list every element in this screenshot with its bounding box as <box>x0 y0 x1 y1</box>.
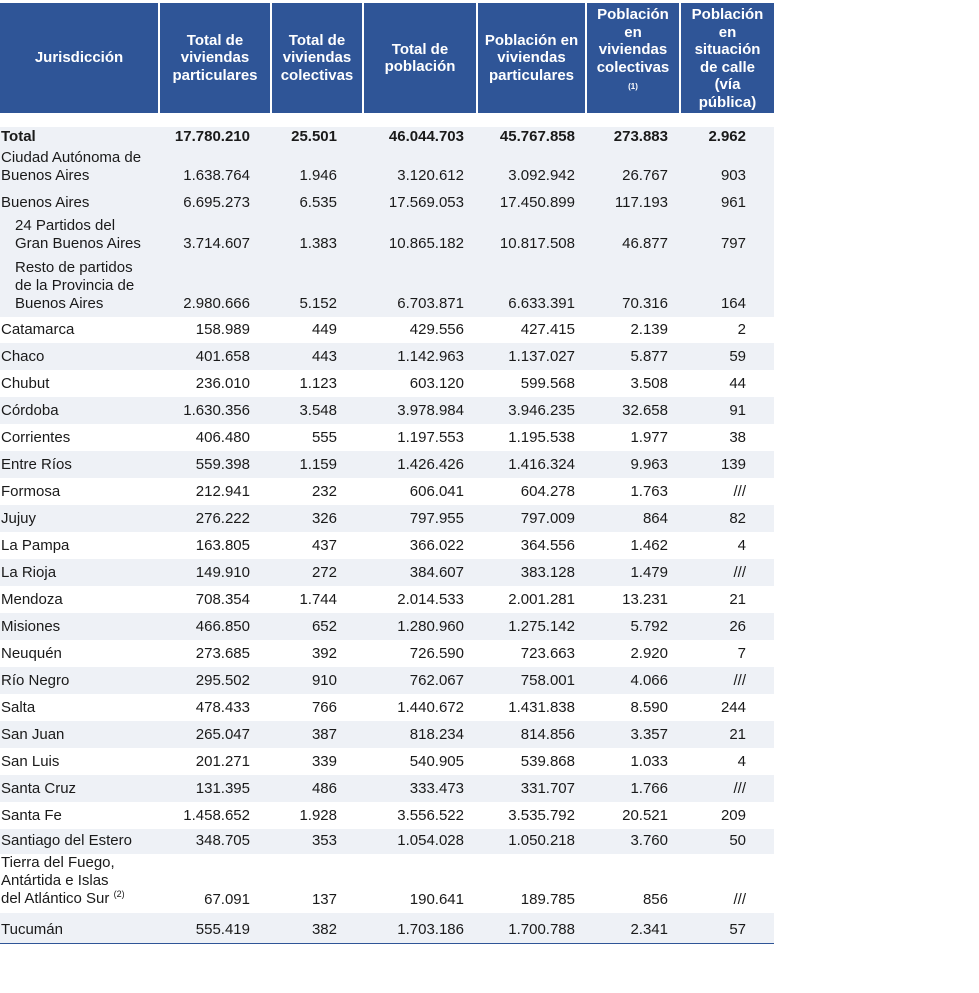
column-header-label: Población en viviendas particulares <box>484 31 579 84</box>
cell-total-viviendas-particulares: 212.941 <box>195 483 250 500</box>
cell-total-viviendas-colectivas: 339 <box>311 753 337 770</box>
footnote-marker: (2) <box>113 889 125 899</box>
jurisdiction-name: Córdoba <box>1 402 59 419</box>
cell-total-viviendas-colectivas: 1.159 <box>299 456 337 473</box>
jurisdiction-cell <box>1 483 60 501</box>
table-row <box>0 559 774 586</box>
cell-poblacion-situacion-calle: /// <box>733 672 746 689</box>
table-row <box>0 451 774 478</box>
cell-poblacion-viviendas-colectivas: 2.920 <box>630 645 668 662</box>
cell-total-viviendas-colectivas: 1.744 <box>299 591 337 608</box>
cell-total-viviendas-colectivas: 25.501 <box>291 128 337 145</box>
table-row <box>0 775 774 802</box>
cell-poblacion-viviendas-particulares: 383.128 <box>520 564 575 581</box>
jurisdiction-name: Buenos Aires <box>1 194 90 211</box>
cell-poblacion-situacion-calle: 244 <box>720 699 746 716</box>
cell-poblacion-viviendas-colectivas: 5.877 <box>630 348 668 365</box>
cell-poblacion-viviendas-particulares: 797.009 <box>520 510 575 527</box>
cell-total-viviendas-particulares: 401.658 <box>195 348 250 365</box>
cell-poblacion-viviendas-particulares: 539.868 <box>520 753 575 770</box>
cell-total-poblacion: 1.197.553 <box>397 429 464 446</box>
header-separator <box>476 3 478 113</box>
header-separator <box>158 3 160 113</box>
jurisdiction-name: Santa Cruz <box>1 780 77 797</box>
cell-poblacion-situacion-calle: 26 <box>729 618 746 635</box>
cell-total-viviendas-particulares: 276.222 <box>195 510 250 527</box>
jurisdiction-name: La Pampa <box>1 537 70 554</box>
cell-total-poblacion: 1.054.028 <box>397 832 464 849</box>
cell-poblacion-viviendas-colectivas: 864 <box>642 510 668 527</box>
jurisdiction-cell <box>1 537 69 555</box>
table-row <box>0 613 774 640</box>
cell-poblacion-viviendas-colectivas: 26.767 <box>622 167 668 184</box>
cell-total-viviendas-colectivas: 1.123 <box>299 375 337 392</box>
cell-total-viviendas-particulares: 201.271 <box>195 753 250 770</box>
column-header-4 <box>478 3 585 113</box>
jurisdiction-cell <box>1 780 76 798</box>
cell-total-viviendas-particulares: 6.695.273 <box>183 194 250 211</box>
jurisdiction-cell <box>1 564 56 582</box>
cell-poblacion-situacion-calle: 209 <box>720 807 746 824</box>
cell-poblacion-viviendas-particulares: 1.700.788 <box>508 921 575 938</box>
cell-total-poblacion: 366.022 <box>409 537 464 554</box>
cell-total-viviendas-colectivas: 910 <box>311 672 337 689</box>
cell-total-viviendas-particulares: 2.980.666 <box>183 295 250 312</box>
cell-total-viviendas-colectivas: 353 <box>311 832 337 849</box>
jurisdiction-cell <box>1 618 60 636</box>
jurisdiction-cell <box>1 194 89 212</box>
cell-poblacion-viviendas-colectivas: 8.590 <box>630 699 668 716</box>
cell-poblacion-viviendas-colectivas: 856 <box>642 891 668 908</box>
cell-poblacion-situacion-calle: 4 <box>737 537 746 554</box>
cell-poblacion-situacion-calle: 57 <box>729 921 746 938</box>
jurisdiction-cell <box>1 321 74 339</box>
jurisdiction-cell <box>1 699 35 717</box>
cell-total-viviendas-particulares: 1.458.652 <box>183 807 250 824</box>
table-row <box>0 150 774 189</box>
jurisdiction-cell <box>1 921 63 939</box>
cell-total-poblacion: 3.978.984 <box>397 402 464 419</box>
jurisdiction-name: Santa Fe <box>1 807 62 824</box>
jurisdiction-name: Misiones <box>1 618 61 635</box>
cell-total-viviendas-colectivas: 555 <box>311 429 337 446</box>
cell-total-viviendas-particulares: 478.433 <box>195 699 250 716</box>
cell-total-viviendas-colectivas: 232 <box>311 483 337 500</box>
cell-poblacion-viviendas-colectivas: 2.139 <box>630 321 668 338</box>
cell-poblacion-situacion-calle: 961 <box>720 194 746 211</box>
cell-poblacion-viviendas-particulares: 10.817.508 <box>499 235 575 252</box>
jurisdiction-cell <box>1 149 141 185</box>
jurisdiction-cell <box>1 807 62 825</box>
column-header-2 <box>272 3 362 113</box>
cell-poblacion-viviendas-colectivas: 3.760 <box>630 832 668 849</box>
cell-poblacion-viviendas-colectivas: 20.521 <box>622 807 668 824</box>
cell-poblacion-situacion-calle: 903 <box>720 167 746 184</box>
table-bottom-border <box>0 943 774 944</box>
cell-total-poblacion: 606.041 <box>409 483 464 500</box>
cell-poblacion-situacion-calle: 44 <box>729 375 746 392</box>
jurisdiction-cell <box>15 259 134 313</box>
header-separator <box>585 3 587 113</box>
jurisdiction-cell <box>1 456 72 474</box>
cell-total-viviendas-colectivas: 137 <box>311 891 337 908</box>
jurisdiction-cell <box>1 429 70 447</box>
cell-poblacion-situacion-calle: 7 <box>737 645 746 662</box>
column-header-label: Jurisdicción <box>34 49 124 67</box>
column-header-label: Total de viviendas particulares <box>172 31 258 84</box>
cell-poblacion-situacion-calle: /// <box>733 891 746 908</box>
jurisdiction-cell <box>1 753 59 771</box>
cell-poblacion-viviendas-particulares: 331.707 <box>520 780 575 797</box>
cell-total-viviendas-particulares: 149.910 <box>195 564 250 581</box>
cell-total-viviendas-colectivas: 437 <box>311 537 337 554</box>
cell-poblacion-viviendas-colectivas: 5.792 <box>630 618 668 635</box>
cell-total-viviendas-particulares: 1.638.764 <box>183 167 250 184</box>
cell-total-viviendas-particulares: 348.705 <box>195 832 250 849</box>
cell-total-poblacion: 797.955 <box>409 510 464 527</box>
cell-poblacion-situacion-calle: /// <box>733 780 746 797</box>
jurisdiction-cell <box>1 726 64 744</box>
table-row <box>0 257 774 317</box>
jurisdiction-cell <box>15 217 141 253</box>
cell-total-poblacion: 1.426.426 <box>397 456 464 473</box>
cell-total-viviendas-particulares: 466.850 <box>195 618 250 635</box>
jurisdiction-name: San Luis <box>1 753 60 770</box>
header-separator <box>270 3 272 113</box>
jurisdiction-name: Tierra del Fuego, Antártida e Islas del Atlántico Sur <box>1 854 115 907</box>
cell-poblacion-situacion-calle: 2 <box>737 321 746 338</box>
cell-poblacion-viviendas-colectivas: 117.193 <box>614 194 668 211</box>
jurisdiction-name: Resto de partidos de la Provincia de Buenos Aires <box>15 259 135 312</box>
cell-poblacion-viviendas-colectivas: 4.066 <box>630 672 668 689</box>
cell-total-poblacion: 540.905 <box>409 753 464 770</box>
cell-total-poblacion: 3.120.612 <box>397 167 464 184</box>
cell-total-poblacion: 762.067 <box>409 672 464 689</box>
jurisdiction-cell <box>1 854 125 909</box>
jurisdiction-name: Formosa <box>1 483 61 500</box>
cell-total-viviendas-colectivas: 387 <box>311 726 337 743</box>
cell-total-poblacion: 818.234 <box>409 726 464 743</box>
cell-total-viviendas-particulares: 236.010 <box>195 375 250 392</box>
jurisdiction-name: Tucumán <box>1 921 63 938</box>
column-header-1 <box>160 3 270 113</box>
table-row <box>0 343 774 370</box>
cell-total-viviendas-colectivas: 272 <box>311 564 337 581</box>
cell-total-viviendas-particulares: 67.091 <box>204 891 250 908</box>
table-row <box>0 640 774 667</box>
cell-poblacion-viviendas-colectivas: 1.763 <box>630 483 668 500</box>
jurisdiction-cell <box>1 375 49 393</box>
header-separator <box>679 3 681 113</box>
cell-poblacion-viviendas-particulares: 758.001 <box>520 672 575 689</box>
table-row <box>0 532 774 559</box>
jurisdiction-name: Jujuy <box>1 510 37 527</box>
cell-poblacion-viviendas-colectivas: 46.877 <box>622 235 668 252</box>
column-header-0 <box>0 3 158 113</box>
cell-total-viviendas-colectivas: 5.152 <box>299 295 337 312</box>
jurisdiction-name: La Rioja <box>1 564 57 581</box>
cell-total-viviendas-colectivas: 486 <box>311 780 337 797</box>
jurisdiction-name: Río Negro <box>1 672 70 689</box>
cell-total-poblacion: 333.473 <box>409 780 464 797</box>
cell-poblacion-viviendas-colectivas: 1.479 <box>630 564 668 581</box>
jurisdiction-cell <box>1 348 44 366</box>
cell-total-viviendas-particulares: 559.398 <box>195 456 250 473</box>
cell-total-poblacion: 17.569.053 <box>388 194 464 211</box>
table-row <box>0 397 774 424</box>
jurisdiction-name: Neuquén <box>1 645 62 662</box>
column-header-label: Población en viviendas colectivas <box>596 6 670 76</box>
table-row <box>0 478 774 505</box>
column-header-6 <box>681 3 774 113</box>
table-row <box>0 913 774 943</box>
cell-poblacion-situacion-calle: 82 <box>729 510 746 527</box>
jurisdiction-cell <box>1 672 69 690</box>
cell-poblacion-viviendas-particulares: 814.856 <box>520 726 575 743</box>
cell-poblacion-viviendas-particulares: 1.195.538 <box>508 429 575 446</box>
cell-poblacion-situacion-calle: 91 <box>729 402 746 419</box>
cell-poblacion-viviendas-particulares: 604.278 <box>520 483 575 500</box>
table-row <box>0 189 774 216</box>
cell-total-viviendas-particulares: 406.480 <box>195 429 250 446</box>
header-separator <box>362 3 364 113</box>
cell-total-viviendas-colectivas: 1.946 <box>299 167 337 184</box>
cell-poblacion-situacion-calle: 164 <box>720 295 746 312</box>
cell-poblacion-viviendas-colectivas: 32.658 <box>622 402 668 419</box>
table-row <box>0 721 774 748</box>
cell-poblacion-viviendas-particulares: 17.450.899 <box>499 194 575 211</box>
cell-total-viviendas-particulares: 295.502 <box>195 672 250 689</box>
cell-poblacion-viviendas-particulares: 3.092.942 <box>508 167 575 184</box>
jurisdiction-name: Corrientes <box>1 429 71 446</box>
cell-total-poblacion: 6.703.871 <box>397 295 464 312</box>
jurisdiction-name: San Juan <box>1 726 65 743</box>
jurisdiction-cell <box>1 128 36 146</box>
cell-total-viviendas-colectivas: 449 <box>311 321 337 338</box>
table-row <box>0 667 774 694</box>
cell-total-poblacion: 1.440.672 <box>397 699 464 716</box>
cell-poblacion-situacion-calle: 139 <box>720 456 746 473</box>
jurisdiction-cell <box>1 591 63 609</box>
cell-poblacion-viviendas-particulares: 364.556 <box>520 537 575 554</box>
cell-poblacion-viviendas-colectivas: 1.462 <box>630 537 668 554</box>
jurisdiction-name: Salta <box>1 699 36 716</box>
header-footnote-marker: (1) <box>628 82 638 91</box>
cell-total-viviendas-particulares: 708.354 <box>195 591 250 608</box>
jurisdiction-name: Entre Ríos <box>1 456 72 473</box>
cell-total-viviendas-colectivas: 3.548 <box>299 402 337 419</box>
cell-poblacion-viviendas-particulares: 189.785 <box>520 891 575 908</box>
jurisdiction-name: Chubut <box>1 375 50 392</box>
cell-total-viviendas-particulares: 17.780.210 <box>174 128 250 145</box>
cell-total-viviendas-particulares: 131.395 <box>195 780 250 797</box>
jurisdiction-name: 24 Partidos del Gran Buenos Aires <box>15 217 141 252</box>
jurisdiction-name: Ciudad Autónoma de Buenos Aires <box>1 149 142 184</box>
cell-poblacion-viviendas-colectivas: 1.766 <box>630 780 668 797</box>
cell-total-poblacion: 1.703.186 <box>397 921 464 938</box>
jurisdiction-cell <box>1 645 62 663</box>
cell-total-poblacion: 2.014.533 <box>397 591 464 608</box>
cell-total-viviendas-colectivas: 443 <box>311 348 337 365</box>
cell-poblacion-situacion-calle: 59 <box>729 348 746 365</box>
table-row <box>0 317 774 343</box>
cell-poblacion-situacion-calle: 38 <box>729 429 746 446</box>
cell-total-poblacion: 726.590 <box>409 645 464 662</box>
cell-total-viviendas-particulares: 158.989 <box>195 321 250 338</box>
cell-poblacion-viviendas-particulares: 1.275.142 <box>508 618 575 635</box>
cell-poblacion-viviendas-particulares: 1.137.027 <box>508 348 575 365</box>
table-row <box>0 505 774 532</box>
cell-poblacion-viviendas-particulares: 6.633.391 <box>508 295 575 312</box>
jurisdiction-name: Catamarca <box>1 321 75 338</box>
cell-total-viviendas-colectivas: 652 <box>311 618 337 635</box>
cell-total-poblacion: 429.556 <box>409 321 464 338</box>
cell-total-viviendas-particulares: 265.047 <box>195 726 250 743</box>
cell-total-viviendas-colectivas: 6.535 <box>299 194 337 211</box>
cell-poblacion-situacion-calle: 50 <box>729 832 746 849</box>
cell-poblacion-viviendas-colectivas: 273.883 <box>613 128 668 145</box>
cell-total-viviendas-particulares: 163.805 <box>195 537 250 554</box>
cell-poblacion-viviendas-colectivas: 9.963 <box>630 456 668 473</box>
column-header-5 <box>587 3 679 113</box>
cell-total-viviendas-particulares: 1.630.356 <box>183 402 250 419</box>
cell-total-viviendas-particulares: 3.714.607 <box>183 235 250 252</box>
cell-poblacion-viviendas-colectivas: 3.357 <box>630 726 668 743</box>
cell-poblacion-situacion-calle: 2.962 <box>708 128 746 145</box>
cell-poblacion-viviendas-particulares: 723.663 <box>520 645 575 662</box>
cell-total-poblacion: 603.120 <box>409 375 464 392</box>
table-row <box>0 216 774 257</box>
cell-total-poblacion: 3.556.522 <box>397 807 464 824</box>
jurisdiction-cell <box>1 832 132 850</box>
cell-poblacion-viviendas-colectivas: 70.316 <box>622 295 668 312</box>
jurisdiction-cell <box>1 402 59 420</box>
cell-poblacion-viviendas-particulares: 45.767.858 <box>499 128 575 145</box>
table-row <box>0 370 774 397</box>
cell-poblacion-viviendas-particulares: 427.415 <box>520 321 575 338</box>
cell-poblacion-situacion-calle: /// <box>733 564 746 581</box>
cell-total-viviendas-colectivas: 382 <box>311 921 337 938</box>
cell-poblacion-situacion-calle: 797 <box>720 235 746 252</box>
table-row <box>0 586 774 613</box>
cell-total-viviendas-colectivas: 392 <box>311 645 337 662</box>
cell-total-viviendas-particulares: 273.685 <box>195 645 250 662</box>
cell-poblacion-viviendas-particulares: 1.050.218 <box>508 832 575 849</box>
cell-poblacion-situacion-calle: /// <box>733 483 746 500</box>
cell-poblacion-situacion-calle: 21 <box>729 726 746 743</box>
table-row <box>0 829 774 854</box>
cell-total-poblacion: 384.607 <box>409 564 464 581</box>
cell-total-viviendas-colectivas: 1.383 <box>299 235 337 252</box>
jurisdiction-name: Santiago del Estero <box>1 832 132 849</box>
cell-poblacion-viviendas-particulares: 1.416.324 <box>508 456 575 473</box>
column-header-3 <box>364 3 476 113</box>
cell-poblacion-viviendas-particulares: 599.568 <box>520 375 575 392</box>
column-header-label: Total de población <box>384 40 456 75</box>
cell-poblacion-viviendas-colectivas: 13.231 <box>622 591 668 608</box>
cell-total-viviendas-colectivas: 766 <box>311 699 337 716</box>
cell-total-poblacion: 10.865.182 <box>388 235 464 252</box>
cell-total-viviendas-colectivas: 326 <box>311 510 337 527</box>
cell-poblacion-viviendas-colectivas: 1.977 <box>630 429 668 446</box>
cell-poblacion-viviendas-particulares: 1.431.838 <box>508 699 575 716</box>
cell-poblacion-viviendas-colectivas: 1.033 <box>630 753 668 770</box>
column-header-label: Población en situación de calle (vía pública) <box>691 6 764 111</box>
cell-poblacion-viviendas-colectivas: 3.508 <box>630 375 668 392</box>
cell-poblacion-situacion-calle: 21 <box>729 591 746 608</box>
column-header-label: Total de viviendas colectivas <box>280 31 354 84</box>
cell-poblacion-viviendas-colectivas: 2.341 <box>630 921 668 938</box>
cell-poblacion-viviendas-particulares: 3.535.792 <box>508 807 575 824</box>
total-row <box>0 127 774 150</box>
cell-total-viviendas-colectivas: 1.928 <box>299 807 337 824</box>
table-row <box>0 694 774 721</box>
cell-total-poblacion: 46.044.703 <box>388 128 464 145</box>
cell-total-viviendas-particulares: 555.419 <box>195 921 250 938</box>
jurisdiction-name: Chaco <box>1 348 45 365</box>
table-row <box>0 748 774 775</box>
cell-total-poblacion: 190.641 <box>409 891 464 908</box>
cell-total-poblacion: 1.280.960 <box>397 618 464 635</box>
table-row <box>0 802 774 829</box>
cell-poblacion-situacion-calle: 4 <box>737 753 746 770</box>
table-row <box>0 424 774 451</box>
cell-poblacion-viviendas-particulares: 3.946.235 <box>508 402 575 419</box>
jurisdiction-name: Mendoza <box>1 591 63 608</box>
cell-poblacion-viviendas-particulares: 2.001.281 <box>508 591 575 608</box>
table-row <box>0 854 774 913</box>
jurisdiction-cell <box>1 510 36 528</box>
cell-total-poblacion: 1.142.963 <box>397 348 464 365</box>
jurisdiction-name: Total <box>1 128 36 145</box>
